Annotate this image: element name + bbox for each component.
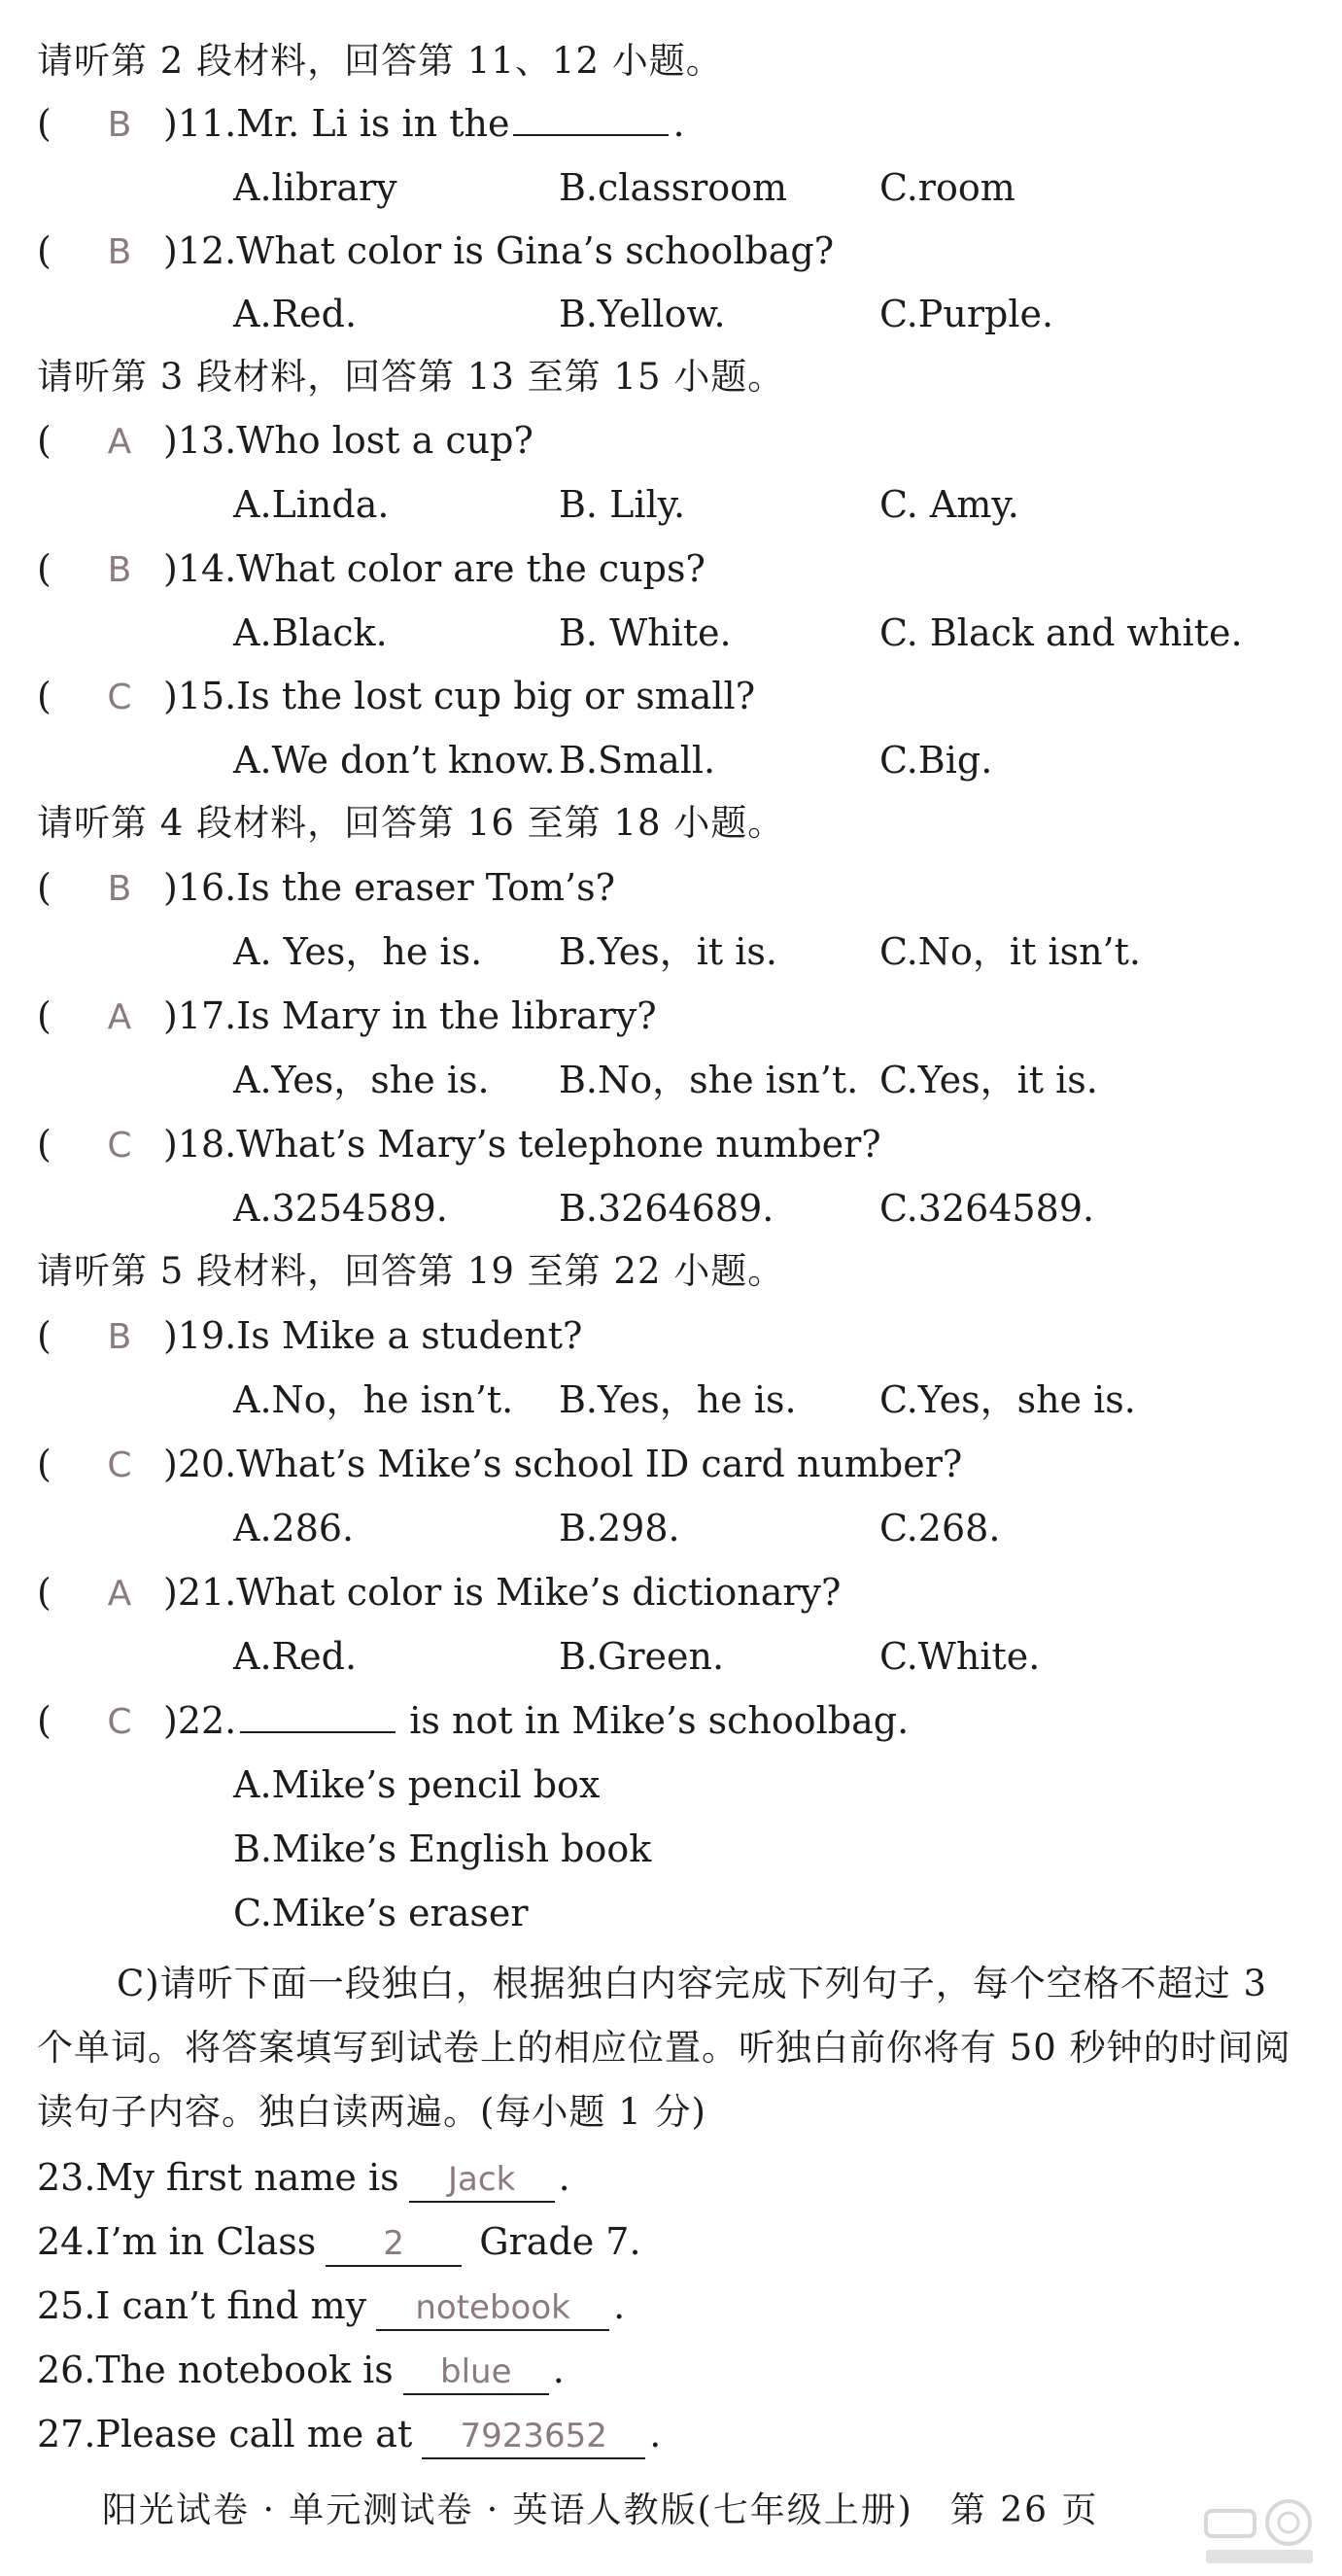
question-22: ( C )22. is not in Mike’s schoolbag. xyxy=(37,1696,909,1745)
question-19: ( B )19.Is Mike a student? xyxy=(37,1311,582,1360)
option-a: A.Yes，she is. xyxy=(233,1059,490,1101)
option-b: B.298. xyxy=(559,1507,680,1549)
option-a: A.Black. xyxy=(233,611,388,654)
option-b: B.Small. xyxy=(559,739,716,782)
option-a: A.3254589. xyxy=(233,1187,448,1230)
option-a: A. Yes，he is. xyxy=(233,930,483,973)
option-c: C.room xyxy=(879,166,1015,209)
question-20: ( C )20.What’s Mike’s school ID card number? xyxy=(37,1440,962,1488)
question-18: ( C )18.What’s Mary’s telephone number? xyxy=(37,1120,881,1168)
option-c: C.Yes，it is. xyxy=(879,1059,1098,1101)
option-a: A.286. xyxy=(233,1507,355,1549)
question-13: ( A )13.Who lost a cup? xyxy=(37,416,533,465)
option-a: A.library xyxy=(233,166,397,209)
fill-item-25: 25.I can’t find my notebook . xyxy=(37,2281,625,2330)
option-b: B. White. xyxy=(559,611,732,654)
answer-mark: B xyxy=(107,1317,132,1357)
answer-mark: A xyxy=(107,422,132,462)
option-c: C. Black and white. xyxy=(879,611,1243,654)
option-c: C.3264589. xyxy=(879,1187,1095,1230)
question-16: ( B )16.Is the eraser Tom’s? xyxy=(37,863,615,912)
watermark-logo-icon xyxy=(1196,2493,1323,2571)
question-14: ( B )14.What color are the cups? xyxy=(37,544,705,593)
option-b: B.classroom xyxy=(559,166,788,209)
option-a: A.Linda. xyxy=(233,483,390,526)
answer-blank xyxy=(513,99,669,136)
option-c: C.White. xyxy=(879,1635,1041,1678)
answer-mark: C xyxy=(107,678,132,717)
option-a: A.Red. xyxy=(233,293,358,335)
answer-mark: B xyxy=(107,550,132,590)
option-b: B.Green. xyxy=(559,1635,725,1678)
page-footer: 阳光试卷 · 单元测试卷 · 英语人教版(七年级上册) 第 26 页 xyxy=(102,2490,1099,2530)
answer-mark: B xyxy=(107,869,132,909)
fill-answer: blue xyxy=(403,2350,549,2395)
option-b: B.Mike’s English book xyxy=(233,1828,652,1870)
option-a: A.We don’t know. xyxy=(233,739,556,782)
question-21: ( A )21.What color is Mike’s dictionary? xyxy=(37,1568,841,1617)
answer-mark: B xyxy=(107,105,132,145)
fill-answer: Jack xyxy=(409,2158,555,2203)
fill-item-24: 24.I’m in Class 2 Grade 7. xyxy=(37,2217,641,2266)
answer-mark: A xyxy=(107,997,132,1037)
fill-item-27: 27.Please call me at 7923652 . xyxy=(37,2410,661,2458)
part-c-instructions: C)请听下面一段独白，根据独白内容完成下列句子，每个空格不超过 3 个单词。将答案填写到试卷上的相应位置。听独白前你将有 50 秒钟的时间阅读句子内容。独白读两遍。(每小题 1 分) xyxy=(37,1963,1291,2133)
section-header-4: 请听第 4 段材料，回答第 16 至第 18 小题。 xyxy=(37,802,785,844)
option-b: B.No，she isn’t. xyxy=(559,1059,859,1101)
fill-answer: 7923652 xyxy=(422,2415,645,2459)
answer-blank xyxy=(240,1696,396,1733)
fill-item-23: 23.My first name is Jack . xyxy=(37,2153,570,2202)
answer-mark: B xyxy=(107,232,132,272)
option-a: A.No，he isn’t. xyxy=(233,1378,514,1421)
option-c: C.Big. xyxy=(879,739,993,782)
option-b: B.Yes，he is. xyxy=(559,1378,797,1421)
question-11: ( B )11.Mr. Li is in the . xyxy=(37,99,685,148)
option-b: B. Lily. xyxy=(559,483,686,526)
fill-item-26: 26.The notebook is blue . xyxy=(37,2346,565,2394)
answer-mark: C xyxy=(107,1702,132,1742)
section-header-5: 请听第 5 段材料，回答第 19 至第 22 小题。 xyxy=(37,1250,785,1292)
fill-answer: notebook xyxy=(376,2286,609,2331)
option-c: C.Yes，she is. xyxy=(879,1378,1136,1421)
option-b: B.Yellow. xyxy=(559,293,726,335)
answer-mark: A xyxy=(107,1574,132,1614)
option-c: C.Purple. xyxy=(879,293,1054,335)
answer-mark: C xyxy=(107,1445,132,1485)
question-12: ( B )12.What color is Gina’s schoolbag? xyxy=(37,226,834,275)
option-a: A.Mike’s pencil box xyxy=(233,1763,601,1806)
option-c: C.268. xyxy=(879,1507,1001,1549)
question-17: ( A )17.Is Mary in the library? xyxy=(37,992,657,1040)
option-c: C.Mike’s eraser xyxy=(233,1892,529,1934)
option-c: C. Amy. xyxy=(879,483,1019,526)
option-b: B.Yes，it is. xyxy=(559,930,778,973)
question-15: ( C )15.Is the lost cup big or small? xyxy=(37,672,755,720)
section-header-2: 请听第 2 段材料，回答第 11、12 小题。 xyxy=(37,40,723,82)
answer-mark: C xyxy=(107,1126,132,1166)
section-header-3: 请听第 3 段材料，回答第 13 至第 15 小题。 xyxy=(37,356,785,398)
option-b: B.3264689. xyxy=(559,1187,774,1230)
fill-answer: 2 xyxy=(326,2222,462,2267)
option-a: A.Red. xyxy=(233,1635,358,1678)
option-c: C.No，it isn’t. xyxy=(879,930,1141,973)
